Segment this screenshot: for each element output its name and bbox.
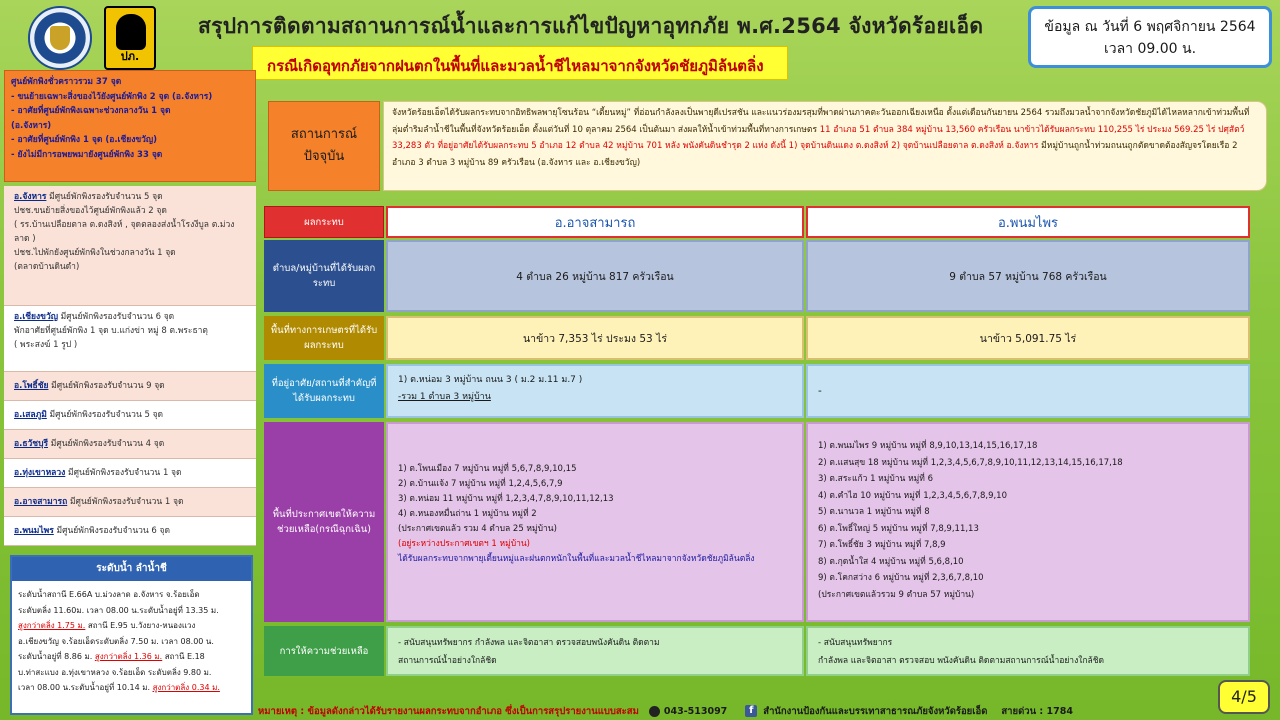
table-header-effect: ผลกระทบ [264,206,384,238]
situation-text-impact: 11 อำเภอ 51 ตำบล 384 หมู่บ้าน 13,560 ครัวเรือน นาข้าวได้รับผลกระทบ 110,255 ไร่ ประมง 569.25 ไร่ ปศุสัตว์ 33,283 ตัว ที่อยู่อาศัยได้รับผลกระทบ 5 อำเภอ 12 ตำบล 42 หมู่บ้าน 701 หลัง พนังคันดินชำรุด 2 แห่ง ดังนี้ 1) จุดบ้านดินแดง ต.ดงสิงห์ 2) จุดบ้านเปลือยตาล ต.ดงสิงห์ อ.จังหาร [392,124,1245,151]
emergency-zone-value-1 [386,422,804,622]
district-line: มีศูนย์พักพิงรองรับจำนวน 4 จุด [48,439,165,449]
zone-line: (ประกาศเขตแล้ว รวม 4 ตำบล 25 หมู่บ้าน) [398,524,557,534]
district-line: (ตลาดบ้านดินดำ) [14,262,80,272]
situation-label-line: สถานการณ์ [290,127,358,142]
shelter-summary-line: - ยังไม่มีการอพยพมายังศูนย์พักพิง 33 จุด [11,149,163,160]
situation-text-roads: มีหมู่บ้านถูกน้ำท่วมถนนถูกตัดขาดต้องสัญจรโดยเรือ 2 อำเภอ 3 ตำบล 3 หมู่บ้าน 89 ครัวเรือน (อ.จังหาร และ อ.เชียงขวัญ) [392,141,1238,168]
shelter-summary-line: - อาศัยที่ศูนย์พักพิง 1 จุด (อ.เชียงขวัญ) [11,135,158,145]
footer-note: หมายเหตุ : ข้อมูลดังกล่าวได้รับรายงานผลกระทบจากอำเภอ ซึ่งเป็นการสรุปรายงานแบบสะสม [258,705,639,717]
district-name: อ.เชียงขวัญ [14,312,58,322]
district-name: อ.พนมไพร [14,526,54,536]
district-line: มีศูนย์พักพิงรองรับจำนวน 9 จุด [48,381,165,391]
water-level-line [18,618,245,634]
water-level-station: สถานี E.95 บ.วังยาง-หนองแวง [85,621,196,630]
assistance-value-1 [386,626,804,676]
district-item-chiang-khwan [4,306,256,372]
page-number: 4/5 [1218,680,1270,714]
district-item-at-samat [4,488,256,517]
district-line: ปชช.ขนย้ายสิ่งของไว้ศูนย์พักพิงแล้ว 2 จุด [14,206,167,216]
zone-line: 4) ต.หนองหมื่นถ่าน 1 หมู่บ้าน หมู่ที่ 2 [398,509,537,519]
district-line: ( พระสงฆ์ 1 รูป ) [14,340,78,350]
zone-line: 1) ต.พนมไพร 9 หมู่บ้าน หมู่ที่ 8,9,10,13,14,15,16,17,18 [818,441,1038,451]
district-name: อ.จังหาร [14,192,47,202]
zone-note: ได้รับผลกระทบจากพายุเตี้ยนหมู่และฝนตกหนักในพื้นที่และมวลน้ำชีไหลมาจากจังหวัดชัยภูมิล้นตลิ่ง [398,554,755,564]
zone-line: 6) ต.โพธิ์ใหญ่ 5 หมู่บ้าน หมู่ที่ 7,8,9,11,13 [818,523,979,534]
district-line: ปชช.ไปพักยังศูนย์พักพิงในช่วงกลางวัน 1 จุด [14,248,176,258]
water-level-title: ระดับน้ำ ลำน้ำชี [12,557,251,581]
shelter-summary-line: - ขนย้ายเฉพาะสิ่งของไว้ยังศูนย์พักพิง 2 จุด (อ.จังหาร) [11,91,213,102]
district-line: มีศูนย์พักพิงรองรับจำนวน 5 จุด [46,410,164,420]
emergency-zone-value-2 [806,422,1250,622]
shelter-summary-line: (อ.จังหาร) [11,120,52,131]
date-box [1028,6,1272,68]
ddpm-logo-text: ปภ. [120,50,140,63]
zone-line: 2) ต.บ้านแจ้ง 7 หมู่บ้าน หมู่ที่ 1,2,4,5,6,7,9 [398,479,563,489]
row-label-agriculture: พื้นที่ทางการเกษตรที่ได้รับผลกระทบ [264,316,384,360]
water-level-value: เวลา 08.00 น.ระดับน้ำอยู่ที่ 10.14 ม. [18,683,153,692]
agriculture-value-1: นาข้าว 7,353 ไร่ ประมง 53 ไร่ [386,316,804,360]
district-name: อ.ทุ่งเขาหลวง [14,468,66,478]
water-level-line: ระดับตลิ่ง 11.60ม. เวลา 08.00 น.ระดับน้ำอยู่ที่ 13.35 ม. [18,605,219,615]
situation-label-line: ปัจจุบัน [303,149,345,164]
district-name: อ.โพธิ์ชัย [14,381,49,391]
assistance-line: กำลังพล และจิตอาสา ตรวจสอบ พนังคันดิน ติดตามสถานการณ์น้ำอย่างใกล้ชิด [818,656,1105,666]
district-name: อ.ธวัชบุรี [14,439,49,449]
district-line: มีศูนย์พักพิงรองรับจำนวน 1 จุด [67,497,184,507]
agriculture-value-2: นาข้าว 5,091.75 ไร่ [806,316,1250,360]
situation-label [268,101,380,191]
table-header-district-1: อ.อาจสามารถ [386,206,804,238]
table-header-district-2: อ.พนมไพร [806,206,1250,238]
date-line: ข้อมูล ณ วันที่ 6 พฤศจิกายน 2564 [1044,19,1256,35]
situation-text-intro: จังหวัดร้อยเอ็ดได้รับผลกระทบจากอิทธิพลพายุโซนร้อน “เตี้ยนหมู่” ที่อ่อนกำลังลงเป็นพายุดีเปรสชัน และแนวร่องมรสุมที่พาดผ่านภาคตะวันออกเฉียงเหนือ ตั้งแต่เดือนกันยายน 2564 รวมถึงมวลน้ำจากจังหวัดชัยภูมิได้ไหลหลากเข้าท่วมพื้นที่ลุ่มต่ำริมลำน้ำชีในพื้นที่จังหวัดร้อยเอ็ด ตั้งแต่วันที่ 10 ตุลาคม 2564 เป็นต้นมา ส่งผลให้น้ำเข้าท่วมพื้นที่ทางการเกษตร [392,108,1250,135]
housing-line: 1) ต.หน่อม 3 หมู่บ้าน ถนน 3 ( ม.2 ม.11 ม.7 ) [398,375,583,385]
row-label-emergency-zone: พื้นที่ประกาศเขตให้ความช่วยเหลือ(กรณีฉุกเฉิน) [264,422,384,622]
water-level-line: ระดับน้ำสถานี E.66A บ.ม่วงลาด อ.จังหาร จ.ร้อยเอ็ด [18,590,200,599]
zone-line: 8) ต.กุดน้ำใส 4 หมู่บ้าน หมู่ที่ 5,6,8,10 [818,556,964,567]
zone-line: (ประกาศเขตแล้วรวม 9 ตำบล 57 หมู่บ้าน) [818,589,975,600]
zone-line: 3) ต.สระแก้ว 1 หมู่บ้าน หมู่ที่ 6 [818,474,933,484]
district-shelter-list [4,186,256,546]
district-item-chanthan [4,186,256,306]
zone-line: 4) ต.คำไฮ 10 หมู่บ้าน หมู่ที่ 1,2,3,4,5,6,7,8,9,10 [818,490,1007,501]
shelter-summary [4,70,256,182]
shelter-summary-line: - อาศัยที่ศูนย์พักพิงเฉพาะช่วงกลางวัน 1 จุด [11,106,171,116]
footer-phone: 043-513097 [663,705,728,717]
villages-value-2: 9 ตำบล 57 หมู่บ้าน 768 ครัวเรือน [806,240,1250,312]
housing-value-1 [386,364,804,418]
footer [258,702,1198,720]
row-label-assistance: การให้ความช่วยเหลือ [264,626,384,676]
phone-icon [649,706,660,717]
water-level-station: สถานี E.18 [162,652,205,661]
district-line: มีศูนย์พักพิงรองรับจำนวน 6 จุด [57,312,175,322]
above-bank-value: สูงกว่าตลิ่ง 1.36 ม. [94,652,163,661]
villages-value-1: 4 ตำบล 26 หมู่บ้าน 817 ครัวเรือน [386,240,804,312]
above-bank-value: สูงกว่าตลิ่ง 1.75 ม. [18,621,86,630]
water-level-line: อ.เชียงขวัญ จ.ร้อยเอ็ดระดับตลิ่ง 7.50 ม. เวลา 08.00 น. [18,636,214,646]
water-level-text [12,581,251,702]
district-line: พักอาศัยที่ศูนย์พักพิง 1 จุด บ.แก่งข่า หมู่ 8 ต.พระธาตุ [14,326,208,336]
page-title: สรุปการติดตามสถานการณ์น้ำและการแก้ไขปัญหาอุทกภัย พ.ศ.2564 จังหวัดร้อยเอ็ด [198,14,984,38]
district-name: อ.เสลภูมิ [14,410,47,420]
district-item-pho-chai [4,372,256,401]
assistance-value-2 [806,626,1250,676]
row-label-villages: ตำบล/หมู่บ้านที่ได้รับผลกระทบ [264,240,384,312]
province-seal-logo [28,6,92,70]
water-level-line: บ.ท่าสะแบง อ.ทุ่งเขาหลวง จ.ร้อยเอ็ด ระดับตลิ่ง 9.80 ม. [18,667,212,677]
ddpm-logo [104,6,156,70]
district-line: มีศูนย์พักพิงรองรับจำนวน 1 จุด [65,468,182,478]
zone-line: 9) ต.โคกสว่าง 6 หมู่บ้าน หมู่ที่ 2,3,6,7,8,10 [818,573,984,583]
water-level-value: ระดับน้ำอยู่ที่ 8.86 ม. [18,652,95,661]
zone-line: 3) ต.หน่อม 11 หมู่บ้าน หมู่ที่ 1,2,3,4,7,8,9,10,11,12,13 [398,494,614,504]
district-item-thawat-buri [4,430,256,459]
zone-line: 5) ต.นานวล 1 หมู่บ้าน หมู่ที่ 8 [818,507,930,517]
footer-hotline: สายด่วน : 1784 [1001,705,1073,717]
above-bank-value: สูงกว่าตลิ่ง 0.34 ม. [152,683,220,692]
province-seal-icon [50,26,70,50]
water-level-line [18,649,245,665]
district-item-phanom-phrai [4,517,256,546]
housing-value-2: - [806,364,1250,418]
zone-line: 2) ต.แสนสุข 18 หมู่บ้าน หมู่ที่ 1,2,3,4,5,6,7,8,9,10,11,12,13,14,15,16,17,18 [818,457,1123,468]
district-item-selaphum [4,401,256,430]
stop-hand-icon [116,14,146,50]
assistance-line: - สนับสนุนทรัพยากร [818,638,893,648]
district-line: มีศูนย์พักพิงรองรับจำนวน 5 จุด [46,192,163,202]
assistance-line: สถานการณ์น้ำอย่างใกล้ชิด [398,656,497,666]
district-line: ( รร.บ้านเปลือยตาล ต.ดงสิงห์ , จุดตลองส่งน้ำโรงงีบูล ต.ม่วงลาด ) [14,220,235,244]
water-level-box [10,555,253,715]
time-line: เวลา 09.00 น. [1103,41,1197,57]
district-line: มีศูนย์พักพิงรองรับจำนวน 6 จุด [53,526,171,536]
zone-line: 7) ต.โพธิ์ชัย 3 หมู่บ้าน หมู่ที่ 7,8,9 [818,540,946,550]
district-name: อ.อาจสามารถ [14,497,68,507]
water-level-line [18,680,245,696]
facebook-icon: f [745,705,757,717]
footer-facebook: สำนักงานป้องกันและบรรเทาสาธารณภัยจังหวัดร้อยเอ็ด [763,705,988,717]
district-item-thung-khao-luang [4,459,256,488]
shelter-summary-line: ศูนย์พักพิงชั่วคราวรวม 37 จุด [11,77,122,87]
zone-line: 1) ต.โพนเมือง 7 หมู่บ้าน หมู่ที่ 5,6,7,8,9,10,15 [398,464,577,474]
housing-total: -รวม 1 ตำบล 3 หมู่บ้าน [398,392,491,402]
assistance-line: - สนับสนุนทรัพยากร กำลังพล และจิตอาสา ตรวจสอบพนังคันดิน ติดตาม [398,638,660,648]
situation-text [383,101,1267,191]
zone-pending: (อยู่ระหว่างประกาศเขตฯ 1 หมู่บ้าน) [398,539,530,549]
row-label-housing: ที่อยู่อาศัย/สถานที่สำคัญที่ได้รับผลกระทบ [264,364,384,418]
page-subtitle: กรณีเกิดอุทกภัยจากฝนตกในพื้นที่และมวลน้ำชีไหลมาจากจังหวัดชัยภูมิล้นตลิ่ง [252,46,788,80]
